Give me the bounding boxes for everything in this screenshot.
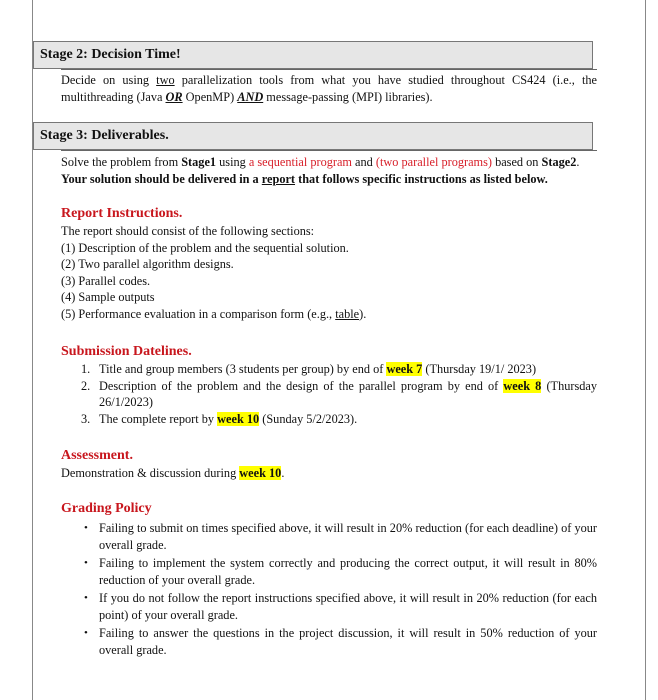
assessment-section: [61, 447, 597, 482]
submission-heading: Submission Datelines.: [61, 344, 192, 359]
assessment-heading: Assessment.: [61, 448, 133, 463]
list-item: • Failing to answer the questions in the project discussion, it will result in 50% reduction of your overall grade.: [84, 626, 597, 657]
list-item: 3. The complete report by week 10 (Sunday 5/2/2023).: [81, 411, 358, 426]
stage2-text: Decide on using two parallelization tools from what you have studied throughout CS424 (i.e., the multithreading (Java OR OpenMP) AND message-passing (MPI) libraries).: [61, 73, 597, 104]
grading-heading: Grading Policy: [61, 501, 152, 516]
divider: [61, 69, 597, 70]
report-section: [61, 205, 597, 322]
divider: [61, 150, 597, 151]
list-item: • If you do not follow the report instructions specified above, it will result in 20% reduction (for each point) of your overall grade.: [84, 591, 597, 622]
stage2-title-box: [33, 41, 593, 69]
submission-section: [61, 343, 597, 427]
assessment-text: Demonstration & discussion during week 10.: [61, 466, 285, 480]
report-item: (3) Parallel codes.: [61, 273, 151, 288]
stage3-title: Stage 3: Deliverables.: [40, 128, 169, 143]
report-item: (2) Two parallel algorithm designs.: [61, 257, 234, 271]
report-heading: Report Instructions.: [61, 206, 183, 221]
grading-section: [61, 500, 597, 658]
stage3-title-box: [33, 122, 593, 150]
stage3-text: Solve the problem from Stage1 using a sequential program and (two parallel programs) based on Stage2. Your solution should be delivered in a report that follows specific instructions as listed below.: [61, 155, 580, 186]
report-item: (5) Performance evaluation in a comparison form (e.g., table).: [61, 306, 367, 321]
stage2-title: Stage 2: Decision Time!: [40, 47, 181, 62]
report-item: (4) Sample outputs: [61, 290, 155, 304]
report-intro: The report should consist of the following sections:: [61, 224, 315, 238]
list-item: 1. Title and group members (3 students per group) by end of week 7 (Thursday 19/1/ 2023): [81, 362, 537, 376]
report-item: (1) Description of the problem and the sequential solution.: [61, 240, 349, 255]
list-item: • Failing to submit on times specified above, it will result in 20% reduction (for each deadline) of your overall grade.: [84, 521, 597, 552]
list-item: • Failing to implement the system correctly and producing the correct output, it will result in 80% reduction of your overall grade.: [84, 556, 597, 587]
list-item: 2. Description of the problem and the design of the parallel program by end of week 8 (Thursday 26/1/2023): [81, 378, 597, 409]
